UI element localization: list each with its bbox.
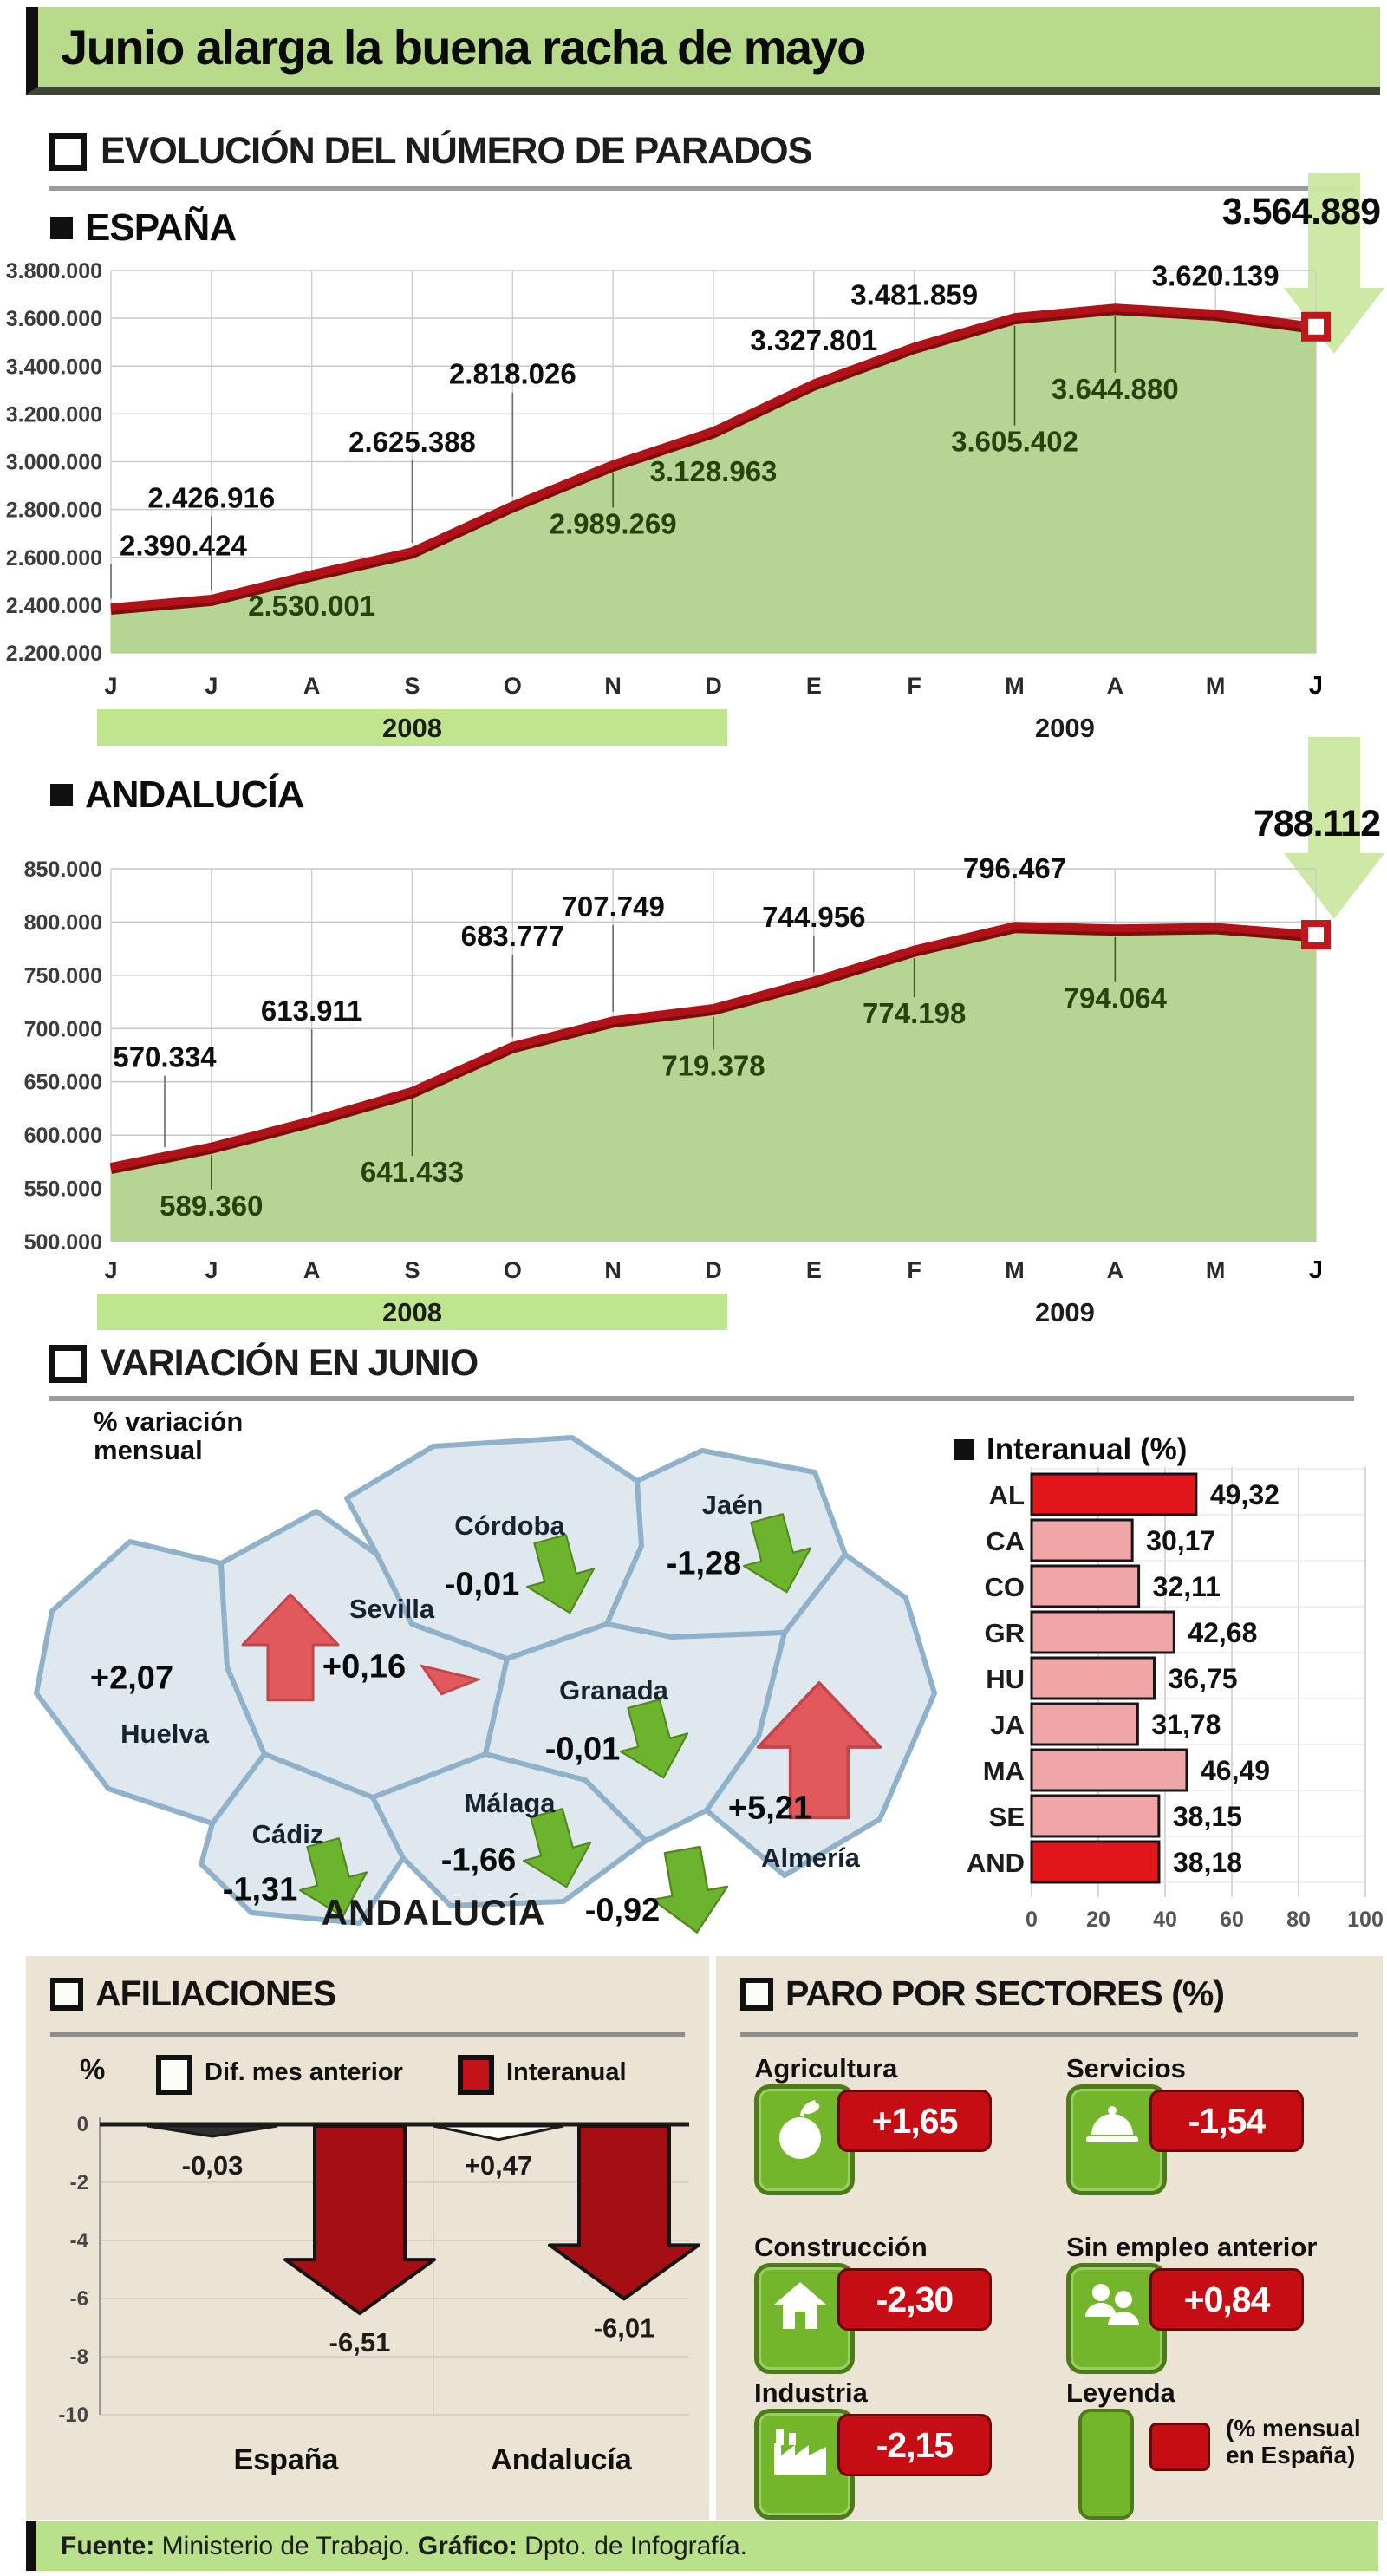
svg-text:3.800.000: 3.800.000 xyxy=(5,259,102,284)
svg-text:589.360: 589.360 xyxy=(160,1190,264,1223)
credit-text: Dpto. de Infografía. xyxy=(517,2531,748,2560)
svg-text:30,17: 30,17 xyxy=(1146,1525,1216,1556)
svg-text:750.000: 750.000 xyxy=(23,963,102,988)
afiliaciones-svg xyxy=(26,1956,709,2520)
svg-text:20: 20 xyxy=(1086,1908,1110,1932)
map-province-value-jaen: -1,28 xyxy=(666,1545,742,1582)
source-label: Fuente: xyxy=(61,2531,155,2560)
sector-value-badge: -2,30 xyxy=(837,2268,992,2331)
filled-square-icon xyxy=(50,784,73,806)
agricultura-icon xyxy=(763,2093,837,2159)
endpoint-marker xyxy=(1305,316,1327,338)
interanual-chart-title: Interanual (%) xyxy=(954,1432,1187,1467)
afiliaciones-header: AFILIACIONES xyxy=(50,1973,335,2014)
svg-text:N: N xyxy=(604,673,622,699)
svg-text:-6,01: -6,01 xyxy=(593,2312,655,2344)
svg-text:JA: JA xyxy=(990,1710,1025,1740)
svg-text:650.000: 650.000 xyxy=(23,1070,102,1095)
map-province-value-cordoba: -0,01 xyxy=(444,1566,520,1603)
afiliaciones-legend xyxy=(26,2053,709,2093)
sector-value-badge: +1,65 xyxy=(837,2090,992,2152)
svg-text:36,75: 36,75 xyxy=(1168,1663,1238,1694)
svg-text:AND: AND xyxy=(966,1848,1025,1878)
y-axis-unit: % xyxy=(80,2053,106,2085)
open-square-icon xyxy=(740,1978,773,2011)
construccion-icon xyxy=(763,2272,837,2338)
legend-label-interanual: Interanual xyxy=(506,2058,627,2086)
svg-text:J: J xyxy=(104,673,118,699)
svg-text:E: E xyxy=(805,673,822,699)
svg-text:S: S xyxy=(404,673,420,699)
svg-text:M: M xyxy=(1005,1257,1025,1283)
map-province-name-cadiz: Cádiz xyxy=(251,1819,324,1849)
sector-label: Construcción xyxy=(754,2232,928,2262)
map-province-name-jaen: Jaén xyxy=(701,1490,764,1520)
svg-text:HU: HU xyxy=(986,1664,1025,1694)
svg-text:0: 0 xyxy=(76,2113,88,2136)
svg-text:S: S xyxy=(404,1257,420,1283)
dif-wedge-0 xyxy=(147,2126,277,2136)
svg-text:A: A xyxy=(303,1257,321,1283)
interanual-chart xyxy=(919,1422,1387,1947)
legend-red-box-icon xyxy=(458,2055,494,2095)
svg-text:2.200.000: 2.200.000 xyxy=(5,642,102,666)
sector-value-badge: -1,54 xyxy=(1149,2090,1304,2152)
legend-note: (% mensual en España) xyxy=(1226,2415,1361,2468)
svg-text:3.605.402: 3.605.402 xyxy=(951,425,1078,458)
svg-text:774.198: 774.198 xyxy=(863,997,967,1030)
afiliaciones-panel xyxy=(26,1956,709,2520)
svg-text:550.000: 550.000 xyxy=(23,1177,102,1202)
espana-chart xyxy=(0,199,1387,759)
section-variacion-header xyxy=(49,1342,478,1385)
divider xyxy=(49,1396,1354,1401)
svg-text:-8: -8 xyxy=(69,2345,88,2369)
svg-text:D: D xyxy=(705,673,722,699)
sin_empleo-icon xyxy=(1075,2272,1149,2338)
svg-text:J: J xyxy=(205,1257,218,1283)
sectores-panel xyxy=(716,1956,1383,2520)
svg-text:38,18: 38,18 xyxy=(1172,1847,1243,1878)
map-province-name-cordoba: Córdoba xyxy=(454,1510,565,1541)
parados-andalucia-svg xyxy=(0,763,1387,1335)
svg-text:F: F xyxy=(907,1257,921,1283)
svg-text:O: O xyxy=(503,1257,522,1283)
map-province-name-malaga: Málaga xyxy=(464,1788,556,1818)
sector-value-badge: +0,84 xyxy=(1149,2268,1304,2331)
map-province-value-cadiz: -1,31 xyxy=(222,1871,298,1908)
legend-red-square-icon xyxy=(1149,2423,1210,2471)
map-province-value-huelva: +2,07 xyxy=(89,1660,174,1697)
svg-text:42,68: 42,68 xyxy=(1188,1617,1258,1648)
map-total-name: ANDALUCÍA xyxy=(321,1892,546,1933)
svg-text:-6: -6 xyxy=(69,2287,88,2311)
svg-text:M: M xyxy=(1205,1257,1226,1283)
svg-text:38,15: 38,15 xyxy=(1172,1801,1242,1832)
svg-text:F: F xyxy=(907,673,921,699)
legend-white-box-icon xyxy=(156,2055,192,2095)
svg-text:100: 100 xyxy=(1347,1908,1384,1932)
svg-text:3.128.963: 3.128.963 xyxy=(649,454,778,487)
source-text: Ministerio de Trabajo. xyxy=(154,2531,418,2560)
section-evolucion-title: EVOLUCIÓN DEL NÚMERO DE PARADOS xyxy=(101,130,812,172)
title-bar xyxy=(26,7,1380,95)
svg-text:60: 60 xyxy=(1220,1908,1244,1932)
parados-espana-svg xyxy=(0,199,1387,754)
svg-text:707.749: 707.749 xyxy=(561,890,665,923)
svg-text:613.911: 613.911 xyxy=(260,995,363,1027)
map-province-name-sevilla: Sevilla xyxy=(348,1594,435,1624)
svg-text:España: España xyxy=(233,2443,339,2476)
svg-text:Andalucía: Andalucía xyxy=(491,2443,632,2476)
map-province-name-huelva: Huelva xyxy=(120,1718,209,1749)
svg-text:2.400.000: 2.400.000 xyxy=(5,593,102,618)
section-variacion-title: VARIACIÓN EN JUNIO xyxy=(101,1342,479,1384)
svg-text:J: J xyxy=(205,673,218,699)
svg-text:J: J xyxy=(104,1257,118,1283)
map-province-value-almeria: +5,21 xyxy=(727,1790,812,1827)
svg-text:-10: -10 xyxy=(58,2403,88,2427)
bar-se xyxy=(1032,1796,1159,1836)
svg-text:3.000.000: 3.000.000 xyxy=(5,450,102,475)
svg-text:E: E xyxy=(805,1257,822,1283)
svg-text:D: D xyxy=(705,1257,722,1283)
svg-text:A: A xyxy=(303,673,321,699)
svg-text:32,11: 32,11 xyxy=(1152,1571,1221,1602)
svg-text:600.000: 600.000 xyxy=(23,1124,102,1149)
svg-text:2.390.424: 2.390.424 xyxy=(120,529,247,562)
legend-green-bar-icon xyxy=(1078,2409,1134,2520)
andalucia-map xyxy=(0,1403,954,1936)
svg-text:850.000: 850.000 xyxy=(23,858,102,882)
open-square-icon xyxy=(49,1345,87,1383)
bar-ca xyxy=(1032,1520,1132,1561)
bar-ma xyxy=(1032,1750,1187,1790)
sector-value-badge: -2,15 xyxy=(837,2414,992,2476)
svg-text:SE: SE xyxy=(988,1802,1025,1832)
bar-gr xyxy=(1032,1612,1174,1653)
interanual-arrow-1 xyxy=(550,2126,699,2299)
svg-text:2009: 2009 xyxy=(1034,1297,1095,1327)
svg-text:796.467: 796.467 xyxy=(962,851,1067,884)
svg-text:A: A xyxy=(1106,673,1124,699)
svg-text:J: J xyxy=(1308,1256,1324,1284)
svg-text:J: J xyxy=(1308,672,1324,700)
svg-text:40: 40 xyxy=(1153,1908,1177,1932)
espana-chart-title: ESPAÑA xyxy=(50,206,236,250)
bar-hu xyxy=(1032,1658,1154,1699)
svg-text:CO: CO xyxy=(984,1572,1025,1602)
svg-text:0: 0 xyxy=(1026,1908,1038,1932)
section-evolucion-header xyxy=(49,130,811,173)
page-title: Junio alarga la buena racha de mayo xyxy=(61,19,865,75)
svg-text:641.433: 641.433 xyxy=(360,1156,465,1189)
svg-text:2.818.026: 2.818.026 xyxy=(448,357,576,390)
servicios-icon xyxy=(1075,2093,1149,2159)
svg-text:CA: CA xyxy=(986,1526,1025,1556)
svg-text:2.625.388: 2.625.388 xyxy=(348,425,476,458)
filled-square-icon xyxy=(50,217,73,239)
industria-icon xyxy=(763,2417,837,2483)
map-province-value-malaga: -1,66 xyxy=(440,1842,517,1879)
bar-and xyxy=(1032,1842,1159,1882)
svg-text:-0,03: -0,03 xyxy=(181,2150,244,2181)
svg-text:700.000: 700.000 xyxy=(23,1017,102,1042)
svg-text:3.400.000: 3.400.000 xyxy=(5,355,102,380)
svg-text:31,78: 31,78 xyxy=(1151,1709,1221,1740)
svg-text:3.644.880: 3.644.880 xyxy=(1051,372,1179,405)
dif-wedge-1 xyxy=(433,2126,563,2140)
svg-text:570.334: 570.334 xyxy=(113,1040,217,1073)
map-province-name-granada: Granada xyxy=(559,1675,668,1705)
map-note: % variación mensual xyxy=(94,1406,244,1465)
svg-text:719.378: 719.378 xyxy=(661,1049,765,1082)
sector-label: Industria xyxy=(754,2377,868,2408)
svg-text:A: A xyxy=(1106,1257,1124,1283)
map-total-value: -0,92 xyxy=(584,1892,661,1929)
svg-text:3.620.139: 3.620.139 xyxy=(1151,259,1280,292)
bar-al xyxy=(1032,1474,1196,1515)
svg-text:2008: 2008 xyxy=(382,713,442,743)
sector-label: Servicios xyxy=(1066,2053,1186,2084)
svg-text:2.426.916: 2.426.916 xyxy=(147,481,276,514)
andalucia-final-value: 788.112 xyxy=(1253,803,1380,845)
map-province-name-almeria: Almería xyxy=(761,1842,860,1873)
divider xyxy=(740,2032,1358,2037)
svg-text:80: 80 xyxy=(1286,1908,1311,1932)
bar-ja xyxy=(1032,1704,1137,1745)
interanual-svg xyxy=(919,1422,1387,1942)
svg-text:2.530.001: 2.530.001 xyxy=(248,590,376,623)
svg-text:683.777: 683.777 xyxy=(460,920,564,953)
svg-text:M: M xyxy=(1205,673,1226,699)
svg-text:49,32: 49,32 xyxy=(1209,1479,1280,1510)
svg-text:AL: AL xyxy=(988,1480,1025,1510)
sectores-header: PARO POR SECTORES (%) xyxy=(740,1973,1224,2014)
legend-label-dif: Dif. mes anterior xyxy=(205,2058,403,2086)
svg-text:MA: MA xyxy=(982,1756,1025,1786)
legend-label: Leyenda xyxy=(1066,2377,1175,2408)
svg-text:-2: -2 xyxy=(69,2171,88,2194)
svg-text:744.956: 744.956 xyxy=(762,901,866,934)
svg-text:2009: 2009 xyxy=(1034,713,1095,743)
bar-co xyxy=(1032,1566,1139,1607)
svg-text:794.064: 794.064 xyxy=(1063,981,1167,1014)
divider xyxy=(49,186,1354,191)
andalucia-chart-title: ANDALUCÍA xyxy=(50,773,304,817)
svg-text:O: O xyxy=(503,673,522,699)
map-province-value-sevilla: +0,16 xyxy=(322,1648,407,1686)
svg-text:500.000: 500.000 xyxy=(23,1230,102,1255)
svg-text:2.800.000: 2.800.000 xyxy=(5,498,102,523)
svg-text:N: N xyxy=(604,1257,622,1283)
sector-label: Agricultura xyxy=(754,2053,898,2084)
open-square-icon xyxy=(49,133,87,171)
filled-square-icon xyxy=(954,1439,974,1460)
svg-text:2.600.000: 2.600.000 xyxy=(5,545,102,571)
endpoint-marker xyxy=(1305,923,1327,946)
interanual-arrow-0 xyxy=(285,2126,434,2313)
svg-text:3.600.000: 3.600.000 xyxy=(5,307,102,332)
svg-text:M: M xyxy=(1005,673,1025,699)
svg-text:2008: 2008 xyxy=(382,1297,442,1327)
svg-text:2.989.269: 2.989.269 xyxy=(549,507,677,540)
svg-text:800.000: 800.000 xyxy=(23,910,102,936)
svg-text:46,49: 46,49 xyxy=(1200,1755,1271,1786)
map-province-value-granada: -0,01 xyxy=(544,1731,621,1768)
svg-text:GR: GR xyxy=(984,1618,1025,1648)
svg-text:+0,47: +0,47 xyxy=(464,2150,533,2181)
andalucia-chart xyxy=(0,763,1387,1340)
svg-text:-6,51: -6,51 xyxy=(329,2327,391,2358)
svg-text:3.200.000: 3.200.000 xyxy=(5,402,102,427)
svg-text:-4: -4 xyxy=(69,2229,88,2253)
footer xyxy=(26,2521,1378,2571)
espana-final-value: 3.564.889 xyxy=(1221,191,1380,232)
svg-text:3.327.801: 3.327.801 xyxy=(750,324,878,357)
sector-label: Sin empleo anterior xyxy=(1066,2232,1318,2262)
svg-text:3.481.859: 3.481.859 xyxy=(850,278,979,311)
credit-label: Gráfico: xyxy=(417,2531,518,2560)
